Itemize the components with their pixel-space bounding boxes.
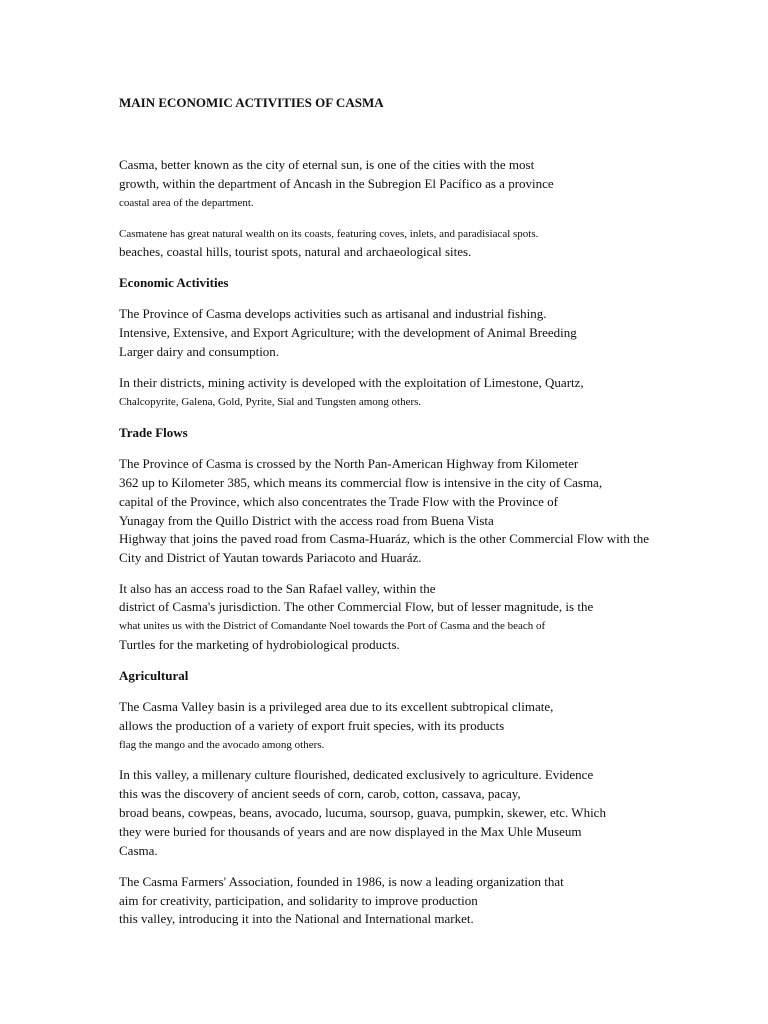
agricultural-p1-line-1: The Casma Valley basin is a privileged area due to its excellent subtropical climate,	[119, 699, 554, 714]
agricultural-p3-line-2: aim for creativity, participation, and solidarity to improve production	[119, 893, 478, 908]
agricultural-p2-line-2: this was the discovery of ancient seeds of corn, carob, cotton, cassava, pacay,	[119, 786, 521, 801]
trade-p2-line-1: It also has an access road to the San Rafael valley, within the	[119, 581, 436, 596]
trade-flows-heading: Trade Flows	[119, 425, 188, 440]
agricultural-p2-line-3: broad beans, cowpeas, beans, avocado, lucuma, soursop, guava, pumpkin, skewer, etc. Which	[119, 805, 606, 820]
economic-p1-line-1: The Province of Casma develops activities such as artisanal and industrial fishing.	[119, 306, 547, 321]
agricultural-heading: Agricultural	[119, 668, 189, 683]
agricultural-p2-line-5: Casma.	[119, 843, 158, 858]
agricultural-p3-line-3: this valley, introducing it into the National and International market.	[119, 911, 474, 926]
intro-p1-line-3: coastal area of the department.	[119, 197, 254, 209]
trade-p1-line-5: Highway that joins the paved road from Casma-Huaráz, which is the other Commercial Flow with the	[119, 531, 649, 546]
economic-activities-heading: Economic Activities	[119, 275, 229, 290]
trade-p1-line-2: 362 up to Kilometer 385, which means its commercial flow is intensive in the city of Casma,	[119, 475, 603, 490]
trade-p1-line-1: The Province of Casma is crossed by the North Pan-American Highway from Kilometer	[119, 456, 579, 471]
trade-p1-line-6: City and District of Yautan towards Pariacoto and Huaráz.	[119, 550, 422, 565]
agricultural-p2-line-1: In this valley, a millenary culture flourished, dedicated exclusively to agriculture. Evidence	[119, 767, 594, 782]
economic-p1-line-3: Larger dairy and consumption.	[119, 344, 280, 359]
intro-p1-line-2: growth, within the department of Ancash in the Subregion El Pacífico as a province	[119, 176, 554, 191]
economic-p1-line-2: Intensive, Extensive, and Export Agriculture; with the development of Animal Breeding	[119, 325, 577, 340]
trade-p2-line-3: what unites us with the District of Comandante Noel towards the Port of Casma and the beach of	[119, 620, 546, 632]
intro-p1-line-1: Casma, better known as the city of eternal sun, is one of the cities with the most	[119, 157, 535, 172]
intro-p2-line-1: Casmatene has great natural wealth on its coasts, featuring coves, inlets, and paradisiacal spots.	[119, 228, 539, 240]
trade-p2-line-4: Turtles for the marketing of hydrobiological products.	[119, 637, 400, 652]
trade-p1-line-3: capital of the Province, which also concentrates the Trade Flow with the Province of	[119, 494, 559, 509]
trade-p2-line-2: district of Casma's jurisdiction. The other Commercial Flow, but of lesser magnitude, is the	[119, 599, 594, 614]
agricultural-p1-line-2: allows the production of a variety of export fruit species, with its products	[119, 718, 505, 733]
economic-p2-line-2: Chalcopyrite, Galena, Gold, Pyrite, Sial and Tungsten among others.	[119, 396, 422, 408]
document-title: MAIN ECONOMIC ACTIVITIES OF CASMA	[119, 95, 384, 110]
agricultural-p1-line-3: flag the mango and the avocado among others.	[119, 739, 325, 751]
agricultural-p3-line-1: The Casma Farmers' Association, founded in 1986, is now a leading organization that	[119, 874, 564, 889]
agricultural-p2-line-4: they were buried for thousands of years and are now displayed in the Max Uhle Museum	[119, 824, 582, 839]
trade-p1-line-4: Yunagay from the Quillo District with the access road from Buena Vista	[119, 513, 494, 528]
intro-p2-line-2: beaches, coastal hills, tourist spots, natural and archaeological sites.	[119, 244, 472, 259]
economic-p2-line-1: In their districts, mining activity is developed with the exploitation of Limestone, Quartz,	[119, 375, 584, 390]
